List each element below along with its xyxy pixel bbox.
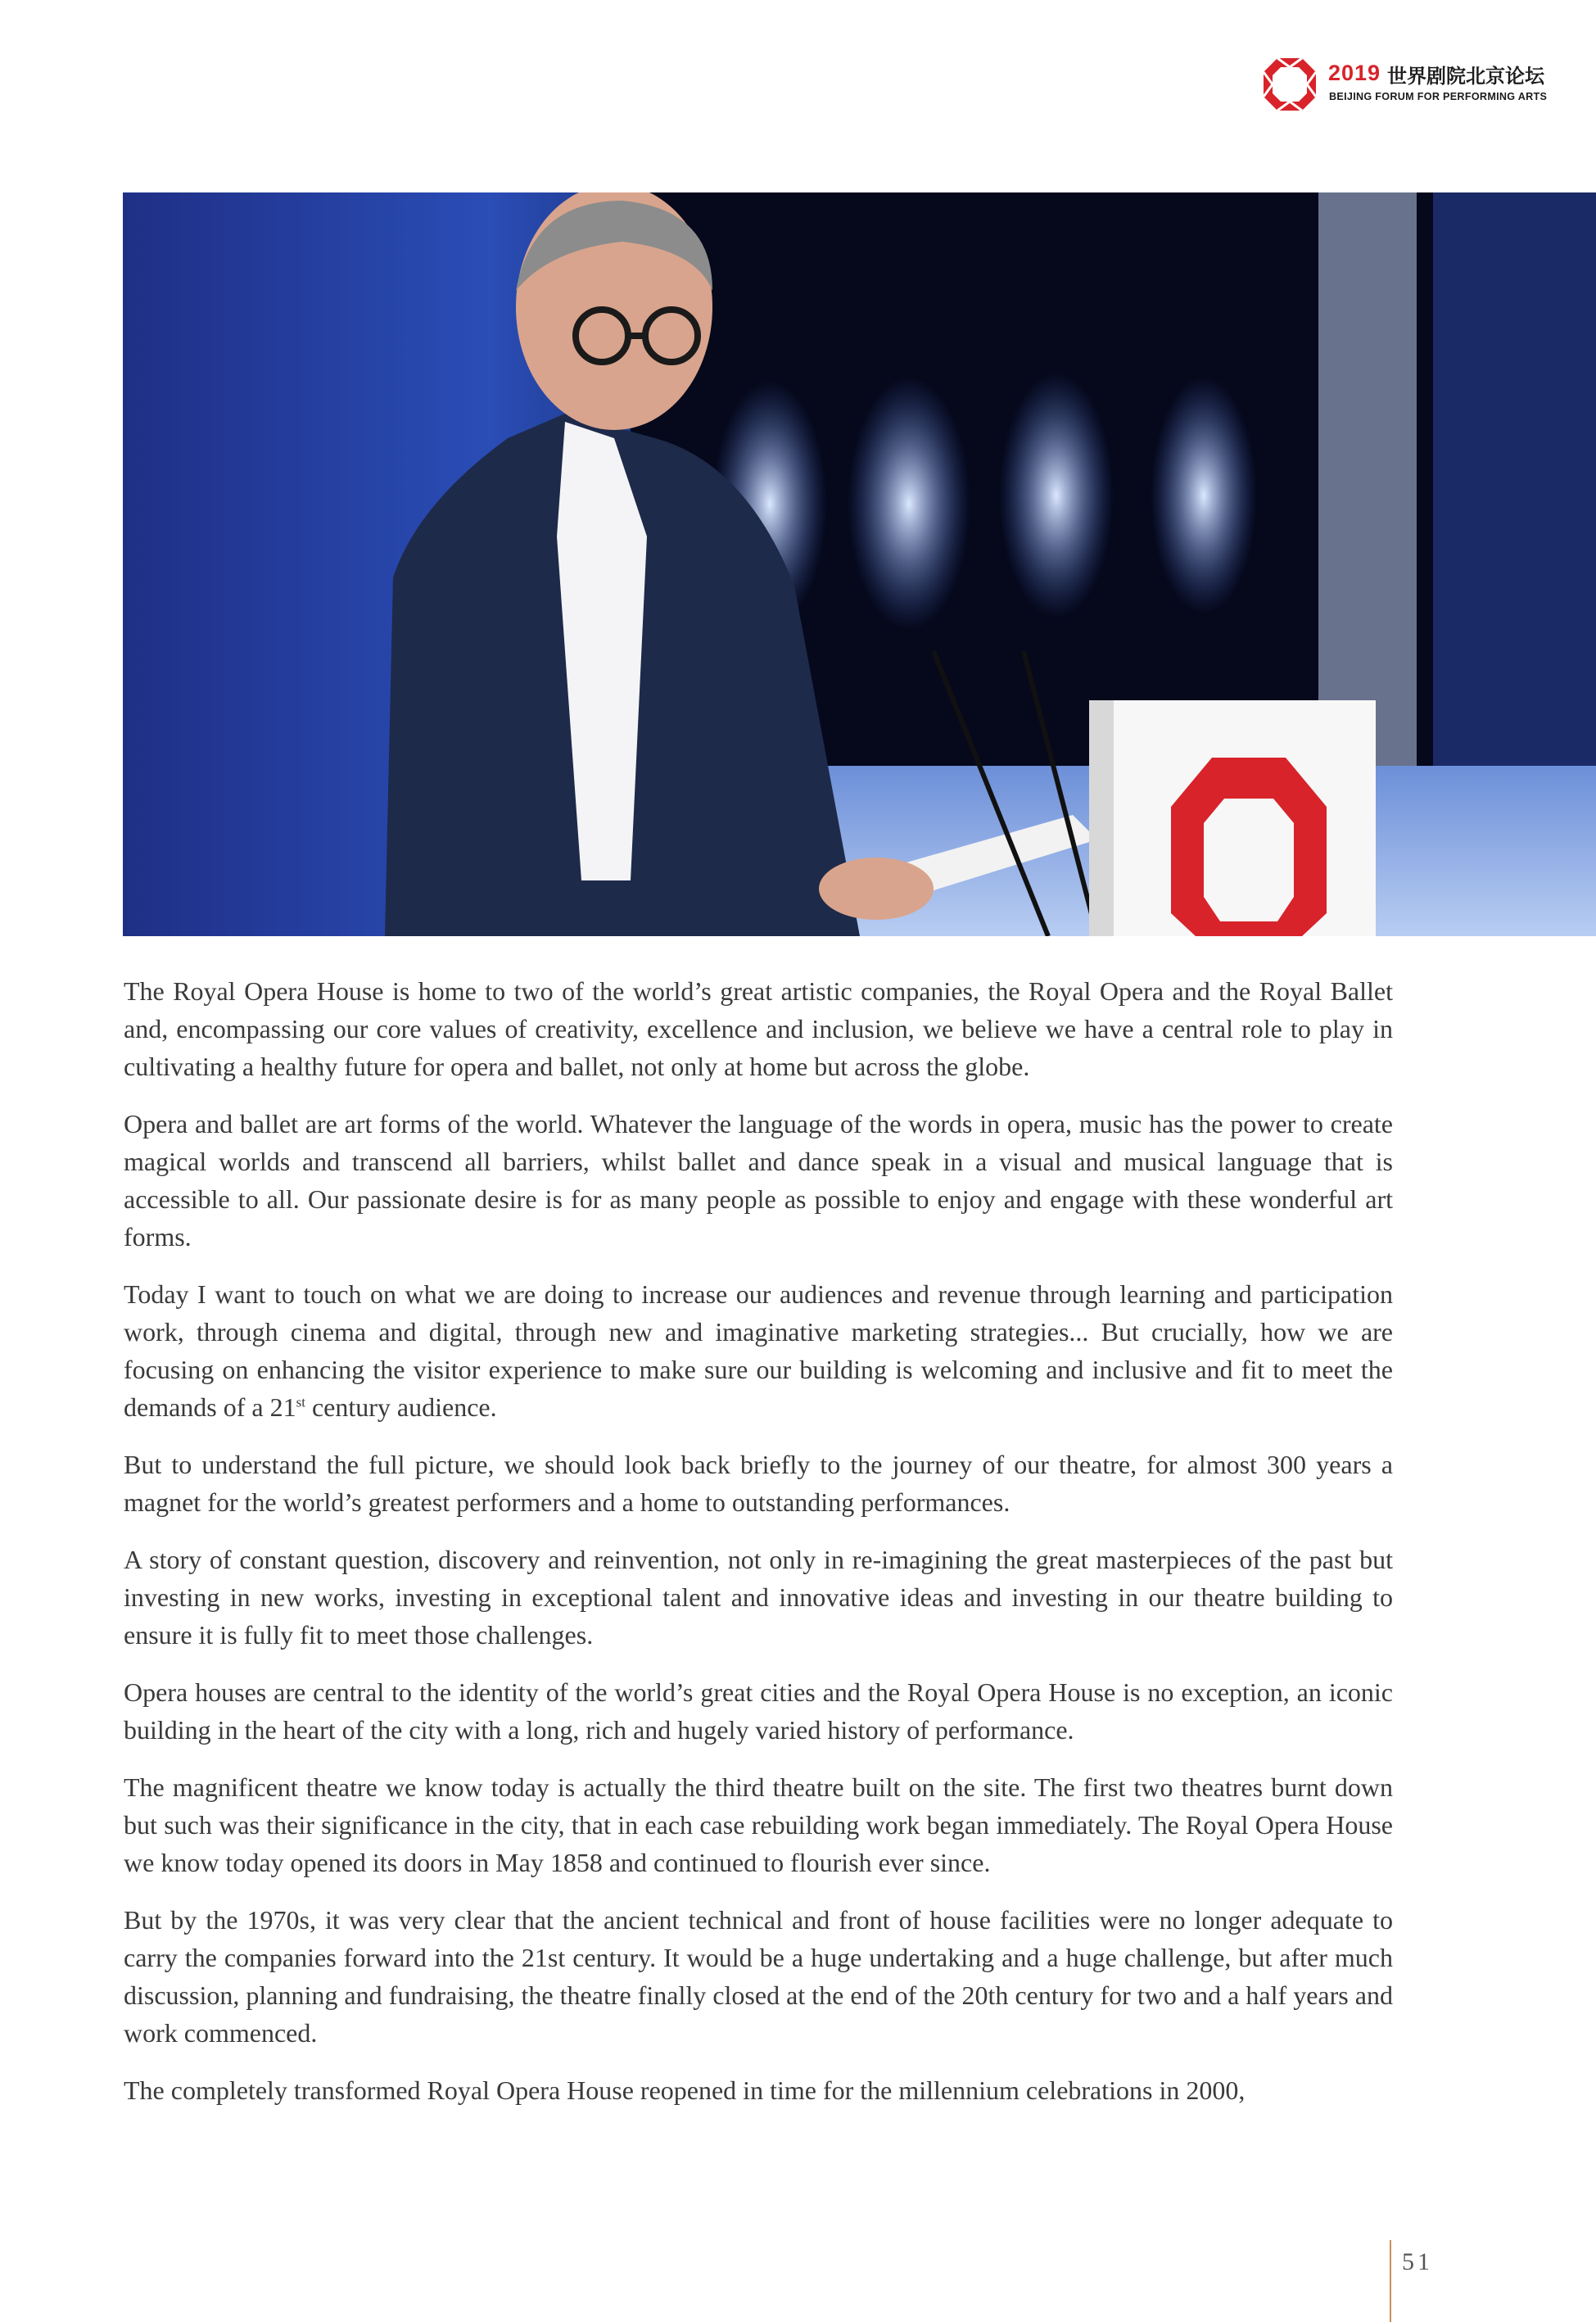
page-number: 51 (1402, 2248, 1433, 2275)
paragraph-6: Opera houses are central to the identity of the world’s great cities and the Royal Opera House is no exception, an iconic building in the heart of the city with a long, rich and hugely varied history of performance. (124, 1677, 1393, 1745)
paragraph-3-text: Today I want to touch on what we are doing to increase our audiences and revenue through learning and participation work, through cinema and digital, through new and imaginative marketing strategies... But crucially, how we are focusing on enhancing the visitor experience to make sure our building is welcoming and inclusive and fit to meet the demands of a 21 (124, 1279, 1393, 1422)
paragraph-3 (124, 1275, 1393, 1426)
logo-title-cn: 世界剧院北京论坛 (1387, 65, 1544, 88)
logo-year: 2019 (1328, 61, 1381, 85)
forum-emblem-icon (1261, 56, 1318, 113)
paragraph-2: Opera and ballet are art forms of the world. Whatever the language of the words in opera, music has the power to create magical worlds and transcend all barriers, whilst ballet and dance speak in a visual and musical language that is accessible to all. Our passionate desire is for as many people as possible to enjoy and engage with these wonderful art forms. (124, 1109, 1393, 1252)
paragraph-9: The completely transformed Royal Opera House reopened in time for the millennium celebrations in 2000, (124, 2075, 1246, 2105)
speaker-photo (123, 192, 1596, 936)
ordinal-suffix: st (296, 1394, 305, 1410)
article-body (124, 972, 1393, 2129)
paragraph-4: But to understand the full picture, we should look back briefly to the journey of our theatre, for almost 300 years a magnet for the world’s greatest performers and a home to outstanding performances. (124, 1450, 1393, 1517)
paragraph-7: The magnificent theatre we know today is actually the third theatre built on the site. The first two theatres burnt down but such was their significance in the city, that in each case rebuilding work began immediately. The Royal Opera House we know today opened its doors in May 1858 and continued to flourish ever since. (124, 1772, 1393, 1877)
forum-logo (1261, 56, 1556, 115)
paragraph-5: A story of constant question, discovery and reinvention, not only in re-imagining the great masterpieces of the past but investing in new works, investing in exceptional talent and innovative ideas and investing in our theatre building to ensure it is fully fit to meet those challenges. (124, 1545, 1393, 1650)
paragraph-8: But by the 1970s, it was very clear that the ancient technical and front of house facilities were no longer adequate to carry the companies forward into the 21st century. It would be a huge undertaking and a huge challenge, but after much discussion, planning and fundraising, the theatre finally closed at the end of the 20th century for two and a half years and work commenced. (124, 1905, 1393, 2048)
paragraph-1: The Royal Opera House is home to two of the world’s great artistic companies, the Royal Opera and the Royal Ballet and, encompassing our core values of creativity, excellence and inclusion, we believe we have a central role to play in cultivating a healthy future for opera and ballet, not only at home but across the globe. (124, 976, 1393, 1081)
page-number-rule (1390, 2240, 1391, 2322)
logo-subtitle-en: BEIJING FORUM FOR PERFORMING ARTS (1329, 91, 1548, 102)
paragraph-3-tail: century audience. (305, 1392, 497, 1422)
